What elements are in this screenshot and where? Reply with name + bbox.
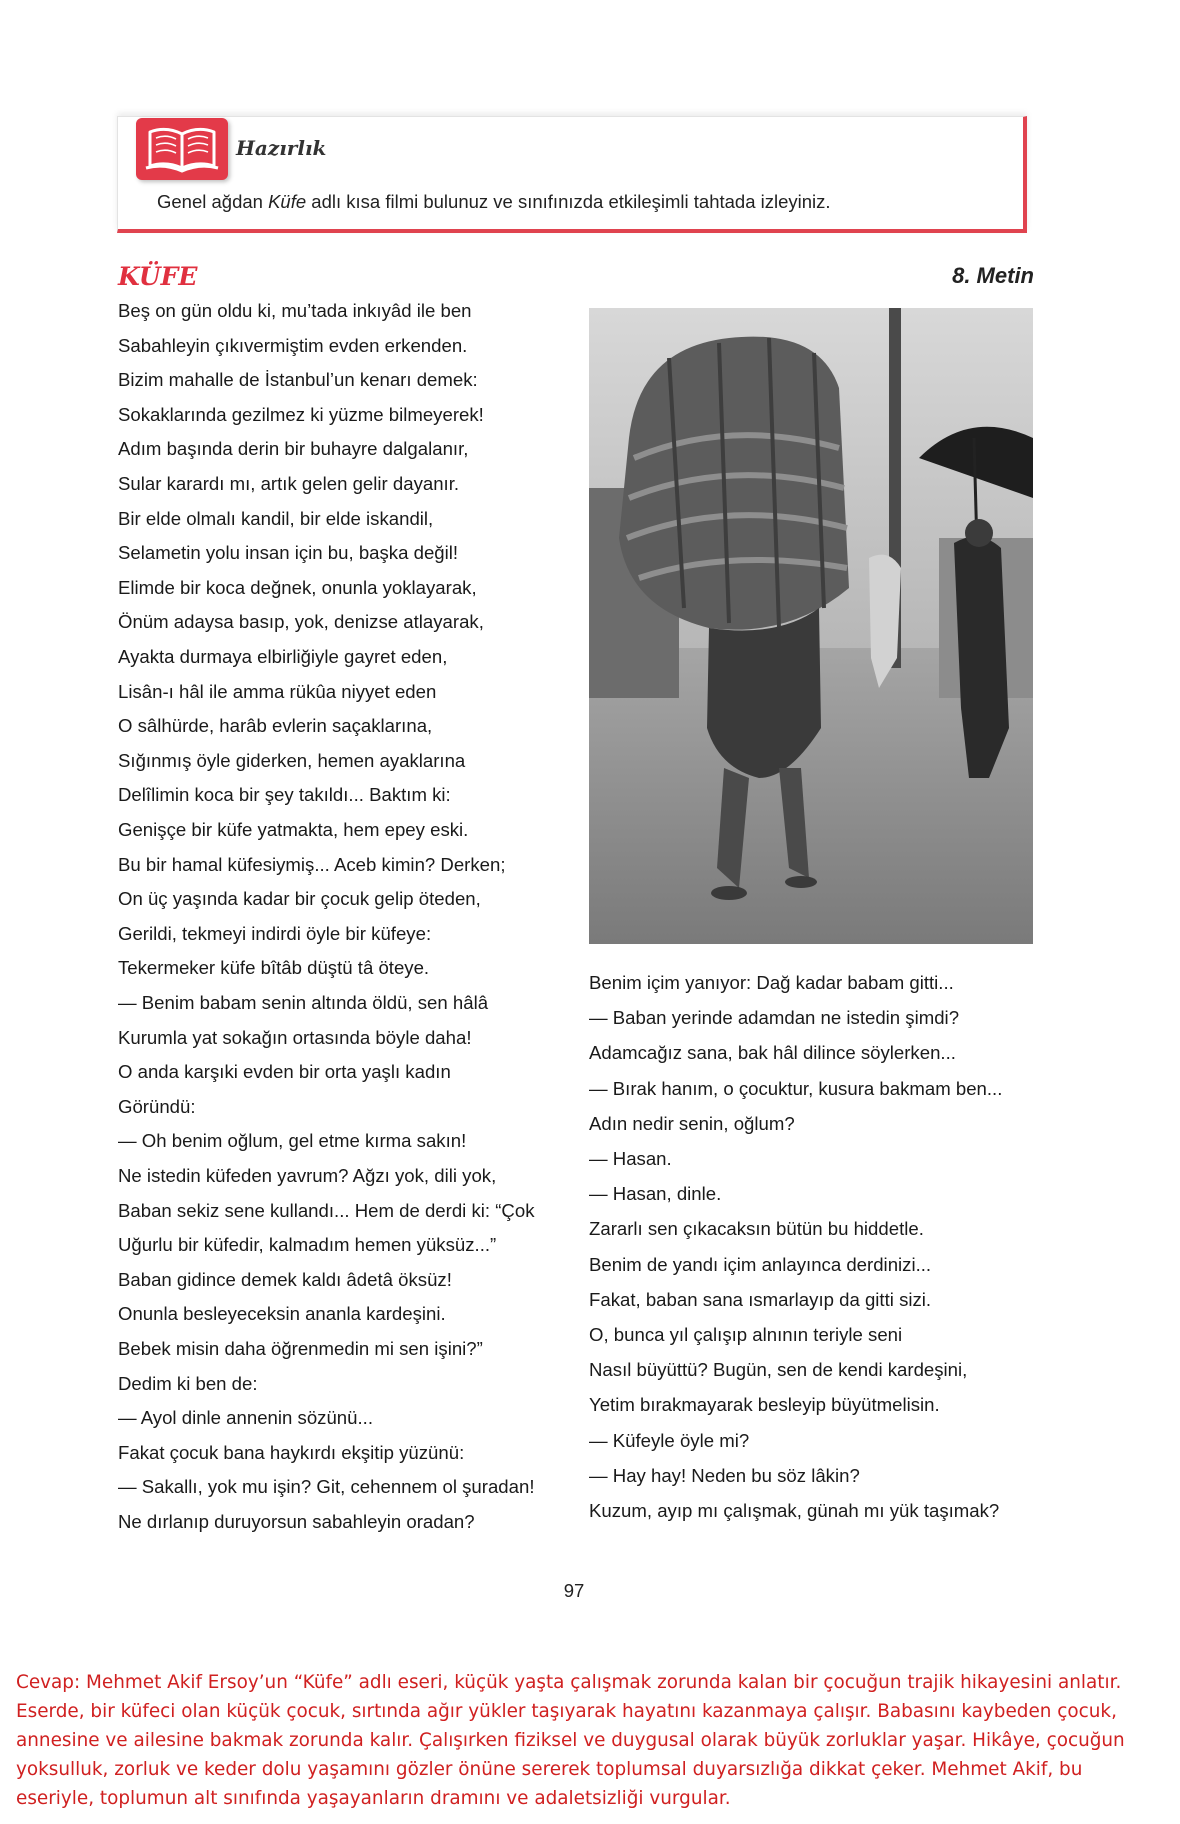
- poem-line: Adamcağız sana, bak hâl dilince söylerken...: [589, 1042, 956, 1064]
- poem-line: Baban gidince demek kaldı âdetâ öksüz!: [118, 1268, 452, 1290]
- poem-line: — Baban yerinde adamdan ne istedin şimdi?: [589, 1007, 960, 1029]
- page-number: 97: [563, 1580, 585, 1601]
- poem-line: — Sakallı, yok mu işin? Git, cehennem ol şuradan!: [118, 1476, 535, 1498]
- poem-line: Sokaklarında gezilmez ki yüzme bilmeyerek!: [118, 403, 484, 425]
- preparation-box: [117, 116, 1027, 233]
- poem-line: Yetim bırakmayarak besleyip büyütmelisin.: [589, 1394, 940, 1416]
- poem-line: Fakat, baban sana ısmarlayıp da gitti sizi.: [589, 1288, 932, 1310]
- poem-line: Benim de yandı içim anlayınca derdinizi...: [589, 1253, 932, 1275]
- poem-line: — Hay hay! Neden bu söz lâkin?: [589, 1464, 860, 1486]
- poem-line: Önüm adaysa basıp, yok, denizse atlayarak,: [118, 611, 484, 633]
- poem-line: Fakat çocuk bana haykırdı ekşitip yüzünü:: [118, 1441, 465, 1463]
- poem-line: — Benim babam senin altında öldü, sen hâlâ: [118, 992, 489, 1013]
- porter-photo: [589, 308, 1033, 944]
- poem-line: — Küfeyle öyle mi?: [589, 1429, 750, 1451]
- poem-line: O, bunca yıl çalışıp alnının teriyle seni: [589, 1324, 903, 1345]
- poem-line: Elimde bir koca değnek, onunla yoklayarak,: [118, 576, 477, 598]
- poem-line: Bizim mahalle de İstanbul’un kenarı demek:: [118, 369, 478, 391]
- poem-line: Onunla besleyeceksin ananla kardeşini.: [118, 1303, 446, 1325]
- poem-line: Nasıl büyüttü? Bugün, sen de kendi kardeşini,: [589, 1359, 968, 1381]
- poem-line: Selametin yolu insan için bu, başka değil!: [118, 542, 459, 564]
- poem-line: Sular karardı mı, artık gelen gelir dayanır.: [118, 473, 460, 494]
- poem-line: Uğurlu bir küfedir, kalmadım hemen yüksüz...”: [118, 1234, 497, 1256]
- preparation-instruction: Genel ağdan Küfe adlı kısa filmi bulunuz ve sınıfınızda etkileşimli tahtada izleyiniz.: [157, 191, 831, 212]
- poem-line: — Bırak hanım, o çocuktur, kusura bakmam ben...: [589, 1077, 1003, 1099]
- poem-line: Baban sekiz sene kullandı... Hem de derdi ki: “Çok: [118, 1199, 535, 1221]
- poem-line: — Oh benim oğlum, gel etme kırma sakın!: [118, 1130, 467, 1152]
- poem-line: Bu bir hamal küfesiymiş... Aceb kimin? Derken;: [118, 853, 506, 875]
- poem-line: Kurumla yat sokağın ortasında böyle daha!: [118, 1026, 472, 1048]
- poem-line: On üç yaşında kadar bir çocuk gelip öteden,: [118, 888, 481, 910]
- poem-line: Ayakta durmaya elbirliğiyle gayret eden,: [118, 646, 448, 667]
- poem-line: Tekermeker küfe bîtâb düştü tâ öteye.: [118, 957, 430, 979]
- poem-line: O sâlhürde, harâb evlerin saçaklarına,: [118, 715, 433, 737]
- poem-title: KÜFE: [118, 262, 198, 291]
- poem-line: Ne dırlanıp duruyorsun sabahleyin oradan?: [118, 1511, 475, 1532]
- poem-line: Adın nedir senin, oğlum?: [589, 1112, 795, 1134]
- poem-line: Lisân-ı hâl ile amma rükûa niyyet eden: [118, 680, 437, 702]
- poem-line: Zararlı sen çıkacaksın bütün bu hiddetle.: [589, 1218, 924, 1240]
- poem-line: Göründü:: [118, 1095, 196, 1117]
- poem-line: Kuzum, ayıp mı çalışmak, günah mı yük taşımak?: [589, 1500, 1000, 1521]
- answer-text: Cevap: Mehmet Akif Ersoy’un “Küfe” adlı eseri, küçük yaşta çalışmak zorunda kalan bir çocuğun trajik hikayesini anlatır. Eserde, bir küfeci olan küçük çocuk, sırtında ağır yükler taşıyarak hayatını kazanmaya çalışır. Babasını kaybeden çocuk, annesine ve ailesine bakmak zorunda kalır. Çalışırken fiziksel ve duygusal olarak büyük zorluklar yaşar. Hikâye, çocuğun yoksulluk, zorluk ve keder dolu yaşamını gözler önüne sererek toplumsal duyarsızlığa dikkat çeker. Mehmet Akif, bu eseriyle, toplumun alt sınıfında yaşayanların dramını ve adaletsizliği vurgular.: [16, 1672, 1125, 1809]
- poem-line: Dedim ki ben de:: [118, 1372, 258, 1394]
- poem-line: — Ayol dinle annenin sözünü...: [118, 1407, 373, 1429]
- poem-line: O anda karşıki evden bir orta yaşlı kadın: [118, 1061, 451, 1083]
- poem-line: — Hasan.: [589, 1148, 672, 1169]
- poem-line: Sabahleyin çıkıvermiştim evden erkenden.: [118, 334, 468, 356]
- poem-line: Beş on gün oldu ki, mu’tada inkıyâd ile ben: [118, 300, 472, 321]
- poem-line: Adım başında derin bir buhayre dalgalanır,: [118, 438, 469, 460]
- poem-line: Benim içim yanıyor: Dağ kadar babam gitti...: [589, 972, 954, 993]
- poem-line: Genişçe bir küfe yatmakta, hem epey eski.: [118, 819, 469, 840]
- poem-line: Ne istedin küfeden yavrum? Ağzı yok, dili yok,: [118, 1165, 497, 1186]
- poem-line: Gerildi, tekmeyi indirdi öyle bir küfeye:: [118, 922, 432, 944]
- poem-line: — Hasan, dinle.: [589, 1183, 722, 1205]
- poem-line: Bir elde olmalı kandil, bir elde iskandil,: [118, 507, 434, 529]
- poem-line: Sığınmış öyle giderken, hemen ayaklarına: [118, 749, 466, 771]
- poem-line: Delîlimin koca bir şey takıldı... Baktım ki:: [118, 784, 451, 806]
- preparation-title: Hazırlık: [236, 136, 327, 160]
- text-number-label: 8. Metin: [952, 263, 1034, 288]
- poem-line: Bebek misin daha öğrenmedin mi sen işini?”: [118, 1338, 483, 1359]
- open-book-icon: [136, 118, 228, 180]
